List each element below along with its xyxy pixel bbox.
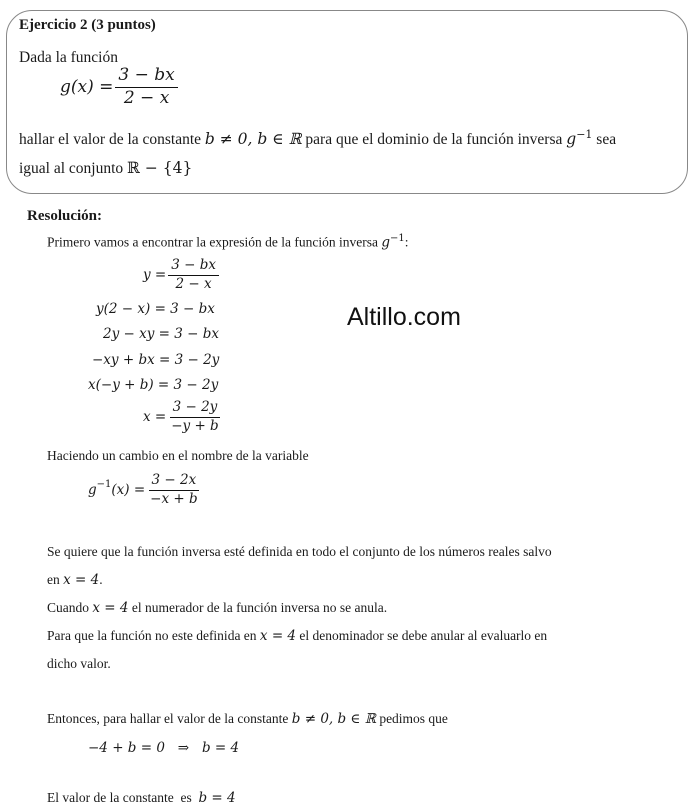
inverse-exponent: −1 — [96, 479, 112, 490]
problem-text: sea — [592, 131, 617, 149]
function-fraction — [115, 66, 177, 108]
function-numerator: 3 − bx — [115, 66, 177, 88]
inline-math: b ≠ 0, b ∈ ℝ — [291, 711, 376, 727]
step-denominator: 2 − x — [175, 275, 212, 292]
inverse-denominator: −x + b — [150, 490, 198, 507]
inverse-function — [88, 473, 203, 507]
problem-line-4 — [19, 159, 192, 178]
step-lhs: 2y − xy — [103, 326, 155, 342]
paragraph-text: el numerador de la función inversa no se anula. — [128, 600, 388, 615]
final-equation: −4 + b = 0 ⇒ b = 4 — [88, 740, 240, 756]
step-rhs: = 3 − bx — [154, 301, 215, 317]
step-fraction — [168, 258, 219, 292]
intro-text: Primero vamos a encontrar la expresión de la función inversa — [47, 234, 382, 250]
paragraph-text: . — [99, 572, 103, 587]
step-lhs: −xy + bx — [92, 352, 155, 368]
paragraph-text: pedimos que — [375, 711, 448, 726]
resolution-title: Resolución: — [27, 208, 102, 224]
step-denominator: −y + b — [171, 417, 219, 434]
step-lhs: y(2 − x) — [96, 301, 151, 317]
paragraph-4 — [47, 711, 448, 727]
paragraph-2 — [47, 600, 387, 616]
inverse-symbol: g — [566, 130, 577, 149]
step-2 — [96, 301, 215, 317]
problem-intro: Dada la función — [19, 49, 118, 66]
paragraph-text: Entonces, para hallar el valor de la constante — [47, 711, 292, 726]
problem-text: para que el dominio de la función inversa — [301, 131, 567, 149]
conclusion — [47, 790, 236, 806]
problem-line-3 — [19, 128, 616, 149]
step-numerator: 3 − bx — [168, 258, 219, 276]
inverse-numerator: 3 − 2x — [149, 473, 200, 491]
conclusion-text: El valor de la constante es — [47, 790, 199, 805]
step-lhs: y = — [143, 267, 167, 284]
inverse-lhs: (x) = — [111, 482, 146, 499]
paragraph-3-line-2: dicho valor. — [47, 656, 111, 671]
paragraph-3-line-1 — [47, 628, 547, 644]
paragraph-1-line-1: Se quiere que la función inversa esté definida en todo el conjunto de los números reales salvo — [47, 544, 552, 559]
change-variable-text: Haciendo un cambio en el nombre de la variable — [47, 448, 309, 463]
paragraph-1-line-2 — [47, 572, 103, 588]
problem-set: ℝ − {4} — [127, 159, 193, 177]
step-lhs: x = — [143, 409, 167, 426]
paragraph-text: Cuando — [47, 600, 93, 615]
step-3 — [103, 326, 219, 342]
inverse-exponent: −1 — [576, 128, 593, 141]
step-4 — [92, 352, 219, 368]
problem-text: igual al conjunto — [19, 160, 128, 177]
step-lhs: x(−y + b) — [88, 377, 154, 393]
step-1 — [143, 258, 221, 292]
inverse-symbol: g — [88, 482, 97, 499]
inverse-exponent: −1 — [390, 233, 405, 244]
step-rhs: = 3 − 2y — [157, 377, 219, 393]
step-rhs: = 3 − bx — [158, 326, 219, 342]
problem-condition: b ≠ 0, b ∈ ℝ — [204, 130, 302, 149]
inline-math: x = 4 — [92, 600, 129, 616]
step-fraction — [168, 400, 221, 434]
problem-title: Ejercicio 2 (3 puntos) — [19, 17, 156, 33]
resolution-intro — [47, 233, 409, 251]
inverse-symbol: g — [381, 234, 391, 251]
function-denominator: 2 − x — [123, 87, 170, 108]
step-5 — [88, 377, 218, 393]
watermark: Altillo.com — [347, 303, 461, 331]
function-lhs: g(x) = — [60, 77, 114, 98]
paragraph-text: Para que la función no este definida en — [47, 628, 260, 643]
step-6 — [143, 400, 224, 434]
paragraph-text: el denominador se debe anular al evaluarlo en — [296, 628, 548, 643]
inline-math: x = 4 — [259, 628, 297, 644]
step-rhs: = 3 − 2y — [159, 352, 220, 368]
problem-function — [60, 66, 180, 108]
paragraph-text: en — [47, 572, 64, 587]
inverse-fraction — [147, 473, 200, 507]
inline-math: x = 4 — [63, 572, 100, 588]
conclusion-value: b = 4 — [198, 790, 236, 806]
intro-text: : — [404, 234, 409, 250]
step-numerator: 3 − 2y — [170, 400, 221, 418]
problem-text: hallar el valor de la constante — [19, 131, 205, 149]
